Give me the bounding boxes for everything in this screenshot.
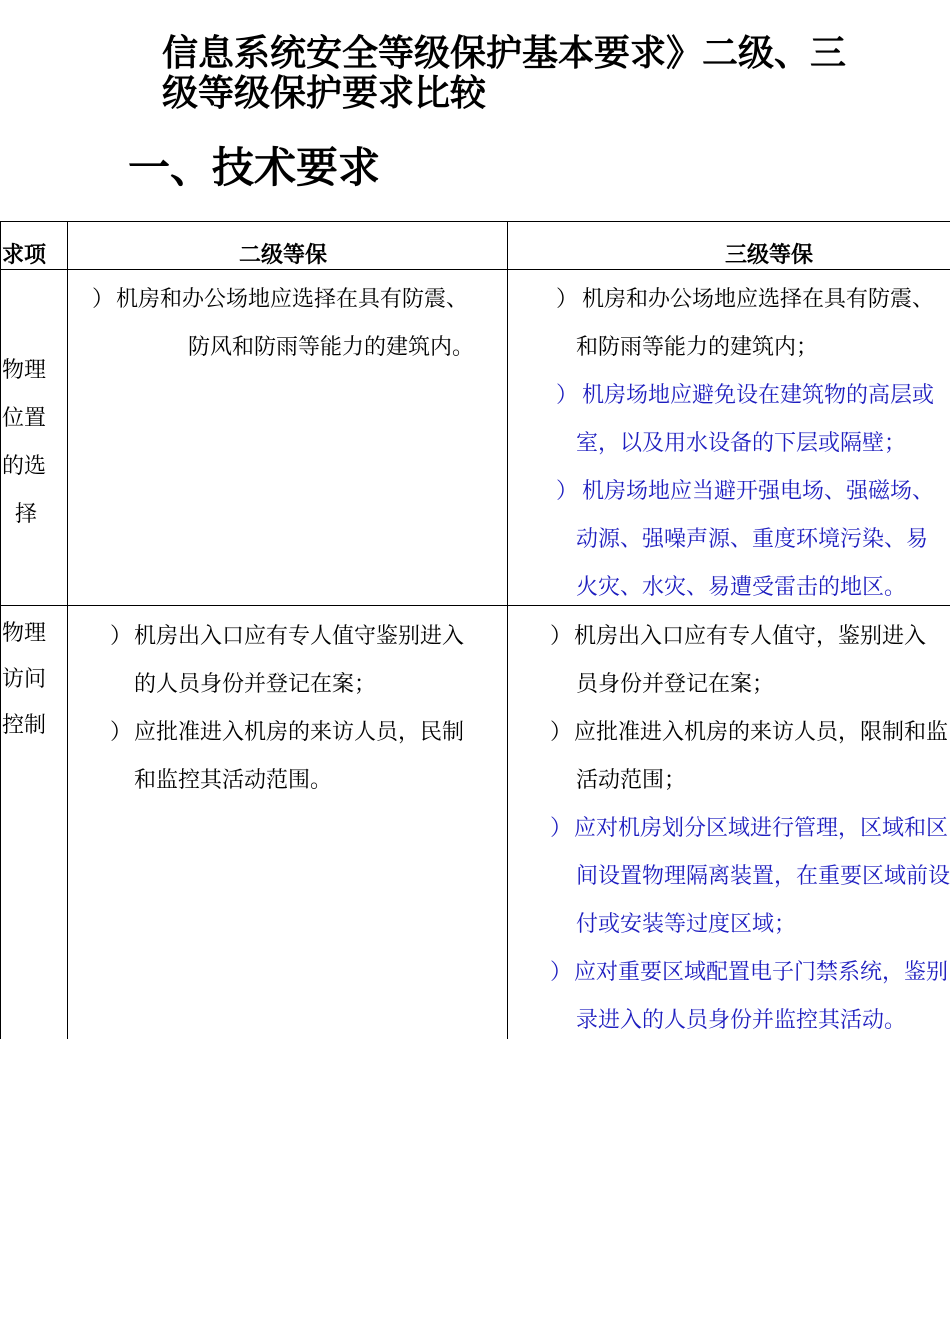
row-label-line: 物理	[2, 358, 47, 383]
requirement-item	[92, 276, 502, 372]
item-line: 和监控其活动范围。	[134, 768, 333, 793]
table-header-divider	[0, 269, 950, 270]
item-line: 和防雨等能力的建筑内；	[576, 335, 819, 360]
item-line: 录进入的人员身份并监控其活动。	[576, 1008, 907, 1033]
item-line: 活动范围；	[576, 768, 687, 793]
item-line: 间设置物理隔离装置，在重要区域前设	[576, 864, 950, 889]
header-requirement-item: 求项	[2, 243, 47, 268]
table-col-divider-2	[507, 221, 508, 1039]
section-heading: 一、技术要求	[128, 143, 381, 192]
item-paren: ）	[550, 816, 573, 841]
cell-access-level-3	[550, 613, 950, 1039]
item-paren: ）	[92, 287, 115, 312]
row-label-line: 访问	[2, 667, 47, 692]
requirement-item-highlighted	[550, 949, 950, 1039]
row-label-line: 控制	[2, 713, 47, 738]
cell-location-level-3	[556, 276, 950, 612]
item-paren: ）	[556, 287, 579, 312]
document-title-line-1: 信息系统安全等级保护基本要求》二级、三	[162, 33, 847, 74]
item-line: 机房场地应避免设在建筑物的高层或	[582, 383, 935, 408]
item-line: 室，以及用水设备的下层或隔壁；	[576, 431, 907, 456]
requirement-item	[110, 709, 505, 805]
item-line: 防风和防雨等能力的建筑内。	[188, 335, 475, 360]
cell-access-level-2	[110, 613, 505, 805]
item-paren: ）	[110, 720, 133, 745]
cell-location-level-2	[92, 276, 502, 372]
item-line: 应批准进入机房的来访人员，民制	[134, 720, 465, 745]
header-level-2: 二级等保	[239, 243, 328, 268]
header-level-3: 三级等保	[725, 243, 814, 268]
item-line: 机房和办公场地应选择在具有防震、	[582, 287, 935, 312]
document-title-line-2: 级等级保护要求比较	[162, 73, 487, 114]
requirements-table	[0, 221, 950, 1039]
item-line: 机房出入口应有专人值守，鉴别进入	[574, 624, 927, 649]
item-paren: ）	[550, 720, 573, 745]
item-line: 应对重要区域配置电子门禁系统，鉴别	[574, 960, 949, 985]
row-label-line: 位置	[2, 406, 47, 431]
item-line: 应对机房划分区域进行管理，区域和区	[574, 816, 949, 841]
item-line: 机房和办公场地应选择在具有防震、	[116, 287, 469, 312]
item-line: 火灾、水灾、易遭受雷击的地区。	[576, 575, 907, 600]
item-paren: ）	[550, 960, 573, 985]
requirement-item	[110, 613, 505, 709]
requirement-item	[550, 613, 950, 709]
item-paren: ）	[556, 479, 579, 504]
item-line: 付或安装等过度区域；	[576, 912, 797, 937]
item-line: 员身份并登记在案；	[576, 672, 775, 697]
item-line: 动源、强噪声源、重度环境污染、易	[576, 527, 929, 552]
item-line: 机房出入口应有专人值守鉴别进入	[134, 624, 465, 649]
item-paren: ）	[110, 624, 133, 649]
requirement-item	[550, 709, 950, 805]
row-label-physical-location	[2, 347, 68, 539]
requirement-item-highlighted	[556, 468, 950, 612]
row-label-line: 的选	[2, 454, 47, 479]
table-top-border	[0, 221, 950, 222]
item-line: 应批准进入机房的来访人员，限制和监	[574, 720, 949, 745]
item-paren: ）	[550, 624, 573, 649]
document-title	[162, 34, 882, 114]
requirement-item	[556, 276, 950, 372]
table-left-border	[0, 221, 1, 1039]
item-line: 机房场地应当避开强电场、强磁场、	[582, 479, 935, 504]
item-paren: ）	[556, 383, 579, 408]
row-label-physical-access	[2, 611, 68, 749]
item-line: 的人员身份并登记在案；	[134, 672, 377, 697]
requirement-item-highlighted	[556, 372, 950, 468]
row-label-line: 物理	[2, 621, 47, 646]
row-label-line: 择	[14, 502, 37, 527]
requirement-item-highlighted	[550, 805, 950, 949]
